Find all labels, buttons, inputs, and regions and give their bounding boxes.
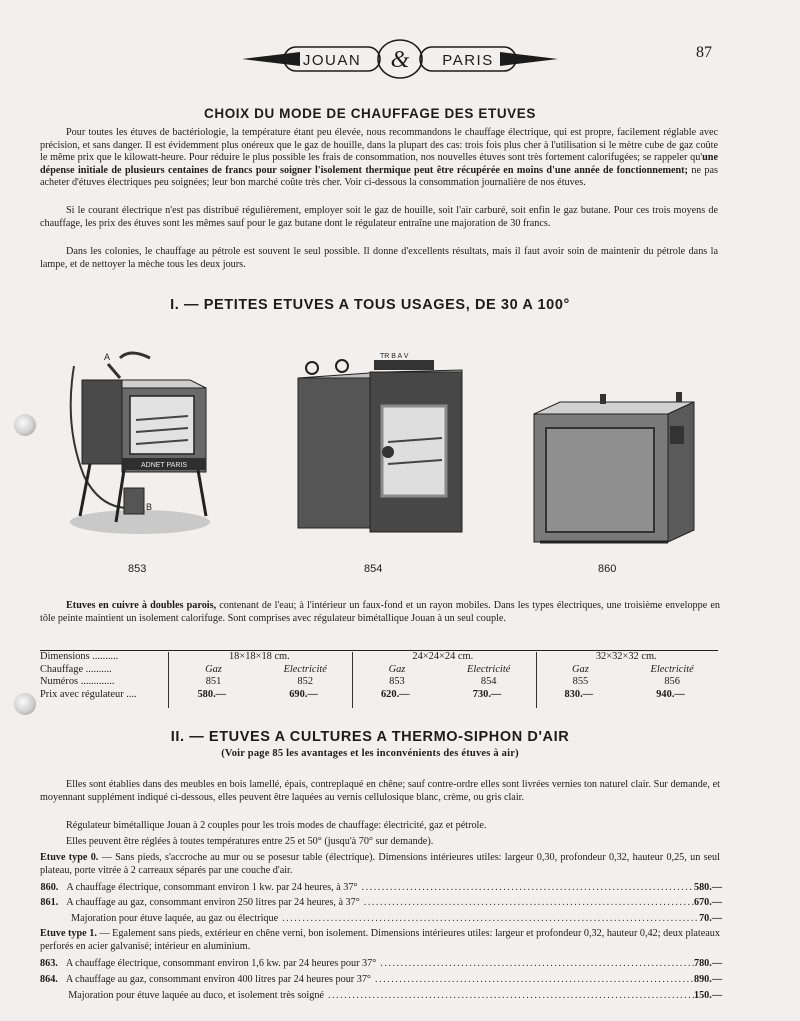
section-1-desc-bold: Etuves en cuivre à doubles parois, xyxy=(66,600,217,611)
size-18: 18×18×18 cm. xyxy=(228,651,290,662)
row-label-dimensions: Dimensions .......... xyxy=(40,651,119,662)
item-code xyxy=(40,912,71,925)
intro-paragraph-2 xyxy=(40,205,718,230)
spec-table xyxy=(40,650,718,701)
item-860 xyxy=(40,881,722,894)
leader-dots xyxy=(360,896,694,909)
item-code: 863. xyxy=(40,958,58,969)
price-851: 580.— xyxy=(197,688,227,700)
banner-left-word: JOUAN xyxy=(302,52,362,69)
type-0-label: Etuve type 0. xyxy=(40,852,99,863)
section-2-paragraph-2 xyxy=(40,820,720,833)
intro-p2-text: Si le courant électrique n'est pas distribué régulièrement, employer soit le gaz de houille, soit l'air carburé, soit enfin le gaz butane. Pour ces trois moyens de chauffage, les prix des étuves sont les mêmes sauf pour le gaz butane dont le régulateur entraîne une majoration de 30 francs. xyxy=(40,205,718,229)
section-1-desc-rest: contenant de l'eau; à l'intérieur un faux-fond et un rayon mobiles. Dans les types électriques, une troisième enveloppe en tôle peinte maintient un isolement calorifuge. Sont comprises avec régulateur bimétallique Jouan à un seul couple. xyxy=(40,600,720,624)
labels-854: TR B A V xyxy=(380,353,409,360)
leader-dots xyxy=(376,957,694,970)
item-864 xyxy=(40,973,722,986)
intro-p1-part-b: ne pas acheter d'étuves électriques peu soignées; leur bon marché coûte très cher. Voir ci-dessous la consommation journalière de nos étuves. xyxy=(40,164,718,189)
type-1-label: Etuve type 1. xyxy=(40,928,97,939)
engraving-853: ADNET PARIS xyxy=(140,462,188,469)
section-1-title: I. — PETITES ETUVES A TOUS USAGES, DE 30 A 100° xyxy=(170,297,570,313)
item-desc: A chauffage au gaz, consommant environ 250 litres par 24 heures, à 37° xyxy=(66,897,360,908)
number-853: 853 xyxy=(389,676,405,687)
section-2-title: II. — ETUVES A CULTURES A THERMO-SIPHON D'AIR xyxy=(170,729,570,745)
price-853: 620.— xyxy=(380,688,410,700)
etuve-type-1 xyxy=(40,928,720,953)
label-a-853: A xyxy=(104,352,111,362)
number-854: 854 xyxy=(480,676,497,687)
item-price: 890.— xyxy=(693,974,722,985)
leader-dots xyxy=(358,881,694,894)
intro-p1-part-a: Pour toutes les étuves de bactériologie, la température étant peu élevée, nous recommandons le chauffage électrique, qui est propre, facilement réglable avec précision, et sans danger. Il est évidemment plus onéreux que le gaz de houille, dans la plupart des cas: trois fois plus cher à l'utilisation si le mètre cube de gaz coûte le même prix que le kilowatt-heure. Pour réduire le plus possible les frais de consommation, nos nouvelles étuves sont très fortement calorifugées; se rappeler qu' xyxy=(40,127,718,164)
jouan-paris-banner xyxy=(240,38,560,80)
item-price: 780.— xyxy=(693,958,722,969)
row-label-prices: Prix avec régulateur .... xyxy=(40,688,137,700)
number-851: 851 xyxy=(205,676,222,687)
table-divider-1 xyxy=(168,652,169,708)
etuve-type-0 xyxy=(40,852,720,877)
price-854: 730.— xyxy=(472,688,502,700)
intro-paragraph-1 xyxy=(40,127,718,190)
punch-hole-bottom xyxy=(14,693,36,715)
caption-854: 854 xyxy=(364,563,383,575)
row-label-heating: Chauffage .......... xyxy=(40,663,112,675)
item-majoration-1 xyxy=(40,989,722,1002)
leader-dots xyxy=(278,912,699,925)
intro-p3-text: Dans les colonies, le chauffage au pétrole est souvent le seul possible. Il donne d'excellents résultats, mais il faut avoir soin de maintenir du pétrole dans la lampe, et de nettoyer la mèche tous les deux jours. xyxy=(40,246,718,270)
size-24: 24×24×24 cm. xyxy=(412,651,474,662)
table-divider-3 xyxy=(536,652,537,708)
number-852: 852 xyxy=(297,676,314,687)
section-1-description xyxy=(40,600,720,625)
label-b-853: B xyxy=(146,502,153,512)
item-code: 864. xyxy=(40,974,58,985)
price-856: 940.— xyxy=(656,688,685,700)
spec-row-prices xyxy=(40,689,718,702)
section-2-p1-text: Elles sont établies dans des meubles en bois lamellé, épais, contreplaqué en chêne; sauf contre-ordre elles sont livrées vernies ton naturel clair. Sur demande, et moyennant supplément indiqué ci-dessous, elles peuvent être laquées au vernis cellulosique blanc, crème, ou gris clair. xyxy=(40,779,720,803)
item-price: 70.— xyxy=(699,913,722,924)
item-863 xyxy=(40,957,722,970)
section-2-paragraph-3 xyxy=(40,836,720,849)
spec-row-numbers xyxy=(40,676,718,689)
item-861 xyxy=(40,896,722,909)
item-price: 670.— xyxy=(693,897,722,908)
heating-3: Gaz xyxy=(388,663,406,675)
spec-row-dimensions xyxy=(40,651,718,664)
heating-4: Electricité xyxy=(467,663,511,675)
intro-paragraph-3 xyxy=(40,246,718,271)
item-desc: Majoration pour étuve laquée, au gaz ou électrique xyxy=(71,913,279,924)
section-2-paragraph-1 xyxy=(40,779,720,804)
banner-monogram: & xyxy=(390,47,410,73)
row-label-numbers: Numéros ............. xyxy=(40,676,115,687)
item-desc: Majoration pour étuve laquée au duco, et isolement très soigné xyxy=(68,990,324,1001)
size-32: 32×32×32 cm. xyxy=(595,651,657,662)
etuve-860-illustration xyxy=(530,392,698,552)
banner-right-word: PARIS xyxy=(442,52,494,69)
intro-p1-bold: une dépense initiale de plusieurs centaines de francs pour soigner l'isolement thermique peut être récupérée en moins d'une année de fonctionnement; xyxy=(40,152,718,176)
etuve-853-illustration xyxy=(60,346,220,542)
type-1-text: — Egalement sans pieds, extérieur en chêne verni, bon isolement. Dimensions intérieures utiles: largeur et profondeur 0,32, hauteur 0,42; deux plateaux perforés en acier galvanisé; intérieur en aluminium. xyxy=(40,928,720,952)
caption-860: 860 xyxy=(598,563,617,575)
caption-853: 853 xyxy=(128,563,147,575)
number-855: 855 xyxy=(572,676,589,687)
item-code: 861. xyxy=(40,897,59,908)
item-desc: A chauffage électrique, consommant environ 1,6 kw. par 24 heures pour 37° xyxy=(65,958,377,969)
price-852: 690.— xyxy=(289,688,318,700)
spec-row-heating xyxy=(40,664,718,677)
item-desc: A chauffage au gaz, consommant environ 400 litres par 24 heures pour 37° xyxy=(65,974,372,985)
table-divider-2 xyxy=(352,652,353,708)
heating-6: Electricité xyxy=(650,663,694,675)
leader-dots xyxy=(324,989,694,1002)
item-majoration-0 xyxy=(40,912,722,925)
section-2-p3-text: Elles peuvent être réglées à toutes températures entre 25 et 50° (jusqu'à 70° sur demande). xyxy=(66,836,434,847)
item-code xyxy=(40,989,68,1002)
heating-5: Gaz xyxy=(572,663,589,675)
etuve-854-illustration xyxy=(292,352,468,540)
type-0-text: — Sans pieds, s'accroche au mur ou se posesur table (électrique). Dimensions intérieures utiles: largeur 0,30, profondeur 0,32, hauteur 0,25, un seul plateau, porte vitrée à 2 carreaux séparés par une couche d'air. xyxy=(40,852,720,876)
punch-hole-top xyxy=(14,414,36,436)
number-856: 856 xyxy=(664,676,680,687)
heating-2: Electricité xyxy=(283,663,327,675)
section-2-subtitle: (Voir page 85 les avantages et les inconvénients des étuves à air) xyxy=(221,748,519,759)
section-2-p2-text: Régulateur bimétallique Jouan à 2 couples pour les trois modes de chauffage: électricité, gaz et pétrole. xyxy=(66,820,487,831)
item-price: 150.— xyxy=(693,990,722,1001)
intro-title: CHOIX DU MODE DE CHAUFFAGE DES ETUVES xyxy=(204,106,536,121)
page-number: 87 xyxy=(696,44,712,61)
leader-dots xyxy=(371,973,694,986)
heating-1: Gaz xyxy=(205,663,222,675)
item-price: 580.— xyxy=(693,882,722,893)
item-code: 860. xyxy=(40,882,59,893)
price-855: 830.— xyxy=(564,688,594,700)
item-desc: A chauffage électrique, consommant environ 1 kw. par 24 heures, à 37° xyxy=(66,882,358,893)
